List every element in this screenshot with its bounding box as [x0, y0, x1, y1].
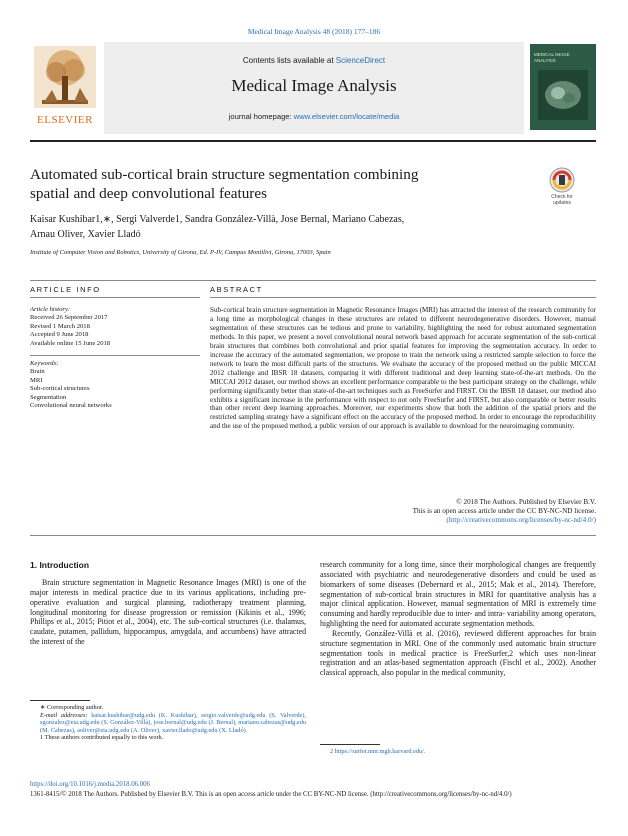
abstract-divider [210, 297, 596, 298]
homepage-line [104, 112, 524, 121]
article-info-heading: ARTICLE INFO [30, 285, 101, 294]
section-divider [30, 280, 596, 281]
paper-title-line: spatial and deep convolutional features [30, 185, 268, 202]
cover-title: MEDICAL IMAGE ANALYSIS [534, 52, 570, 63]
journal-reference [0, 27, 628, 36]
elsevier-tree-icon [34, 46, 96, 108]
freesurfer-footnote-link[interactable]: 2 https://surfer.nmr.mgh.harvard.edu/. [330, 748, 426, 755]
footnote-divider [320, 744, 380, 745]
contents-line [104, 56, 524, 65]
article-info-divider [30, 297, 200, 298]
homepage-prefix: journal homepage: [228, 112, 294, 121]
introduction-heading: 1. Introduction [30, 560, 90, 570]
keyword-item: Brain [30, 368, 45, 376]
keyword-item: Sub-cortical structures [30, 385, 90, 393]
footnotes-left [30, 704, 306, 742]
license-line: This is an open access article under the CC BY-NC-ND license. [412, 507, 596, 516]
history-item: Revised 1 March 2018 [30, 322, 90, 330]
issn-line: 1361-8415/© 2018 The Authors. Published by Elsevier B.V. This is an open access article under the CC BY-NC-ND license. (http://creativecommons.org/licenses/by-nc-nd/4.0/) [30, 791, 512, 798]
abstract-heading: ABSTRACT [210, 285, 263, 294]
license-link[interactable]: (http://creativecommons.org/licenses/by-nc-nd/4.0/) [446, 516, 596, 525]
footnote-divider [30, 700, 90, 701]
contents-prefix: Contents lists available at [242, 56, 336, 65]
history-item: Accepted 9 June 2018 [30, 331, 89, 339]
keywords-divider [30, 355, 200, 356]
copyright-line: © 2018 The Authors. Published by Elsevier B.V. [456, 498, 596, 506]
check-for-updates-badge[interactable] [543, 166, 581, 210]
email-addresses-label: E-mail addresses: [40, 711, 88, 719]
paper-title-line: Automated sub-cortical brain structure segmentation combining [30, 166, 419, 183]
equal-contribution-note: 1 These authors contributed equally to this work. [40, 734, 164, 742]
email-addresses [30, 712, 306, 735]
homepage-link[interactable]: www.elsevier.com/locate/media [293, 112, 400, 121]
publisher-name: ELSEVIER [37, 114, 93, 126]
check-for-updates-icon [543, 166, 581, 194]
journal-reference-link[interactable]: Medical Image Analysis 48 (2018) 177–186 [247, 27, 381, 36]
introduction-paragraph: Brain structure segmentation in Magnetic Resonance Images (MRI) is one of the major interests in medical practice due to its various applications, including pre-operative evaluation and surgical planning, radiotherapy treatment planning, longitudinal monitoring for disease progression or remission (Kikinis et al., 1996; Phillips et al., 2015; Pitiot et al., 2004), etc. The sub-cortical structures (i.e. thalamus, caudate, putamen, pallidum, hippocampus, amygdala, and accumbens) have attracted the interest of the [30, 578, 306, 647]
cover-brain-icon [538, 70, 588, 120]
author-line: Kaisar Kushibar1,∗, Sergi Valverde1, Sandra González-Villà, Jose Bernal, Mariano Cabezas, [30, 214, 405, 225]
affiliation: Institute of Computer Vision and Robotics, University of Girona, Ed. P-IV, Campus Montilivi, Girona, 17003, Spain [30, 249, 331, 256]
history-item: Received 26 September 2017 [30, 314, 108, 322]
email-addresses-links[interactable]: kaisar.kushibar@udg.edu (K. Kushibar), sergio.valverde@udg.edu (S. Valverde), sgonzalez@eia.udg.edu (S. González-Villà), jose.bernal@udg.edu (J. Bernal), mariano.cabezas@udg.edu (M. Cabezas), aoliver@eia.udg.edu (A. Oliver), xavier.llado@udg.edu (X. Lladó). [40, 711, 306, 734]
introduction-paragraph: Recently, González-Villà et al. (2016), reviewed different approaches for brain structure segmentation in MRI. One of the commonly used automatic brain structure segmentation tools in medical practice is FreeSurfer,2 which uses non-linear registration and an atlas-based segmentation approach (Fischl et al., 2002). Another classical approach, also popular in the medical community, [320, 628, 596, 678]
paper-title [30, 165, 510, 203]
article-history [30, 306, 200, 348]
journal-cover-image[interactable] [530, 44, 596, 130]
footnotes-right [320, 748, 596, 756]
doi-link[interactable]: https://doi.org/10.1016/j.media.2018.06.006 [30, 781, 150, 788]
keywords [30, 360, 200, 410]
header-divider [30, 140, 596, 142]
keyword-item: MRI [30, 376, 43, 384]
elsevier-logo[interactable] [30, 44, 100, 132]
introduction-paragraph: research community for a long time, since their morphological changes are frequently associated with psychiatric and neurodegenerative disorders and could be used as biomarkers of some diseases (Debernard et al., 2015; Mak et al., 2014). Therefore, segmentation of sub-cortical brain structures in MRI for quantitative analysis has a major clinical application. However, manual segmentation of MRI is extremely time consuming and hardly reproducible due to inter- and intra- variability among operators, highlighting the need for automated accurate segmentation methods. [320, 560, 596, 629]
article-history-label: Article history: [30, 306, 71, 313]
journal-title: Medical Image Analysis [231, 76, 397, 95]
sciencedirect-link[interactable]: ScienceDirect [335, 56, 386, 65]
introduction-left-text [30, 578, 306, 647]
history-item: Available online 15 June 2018 [30, 339, 111, 347]
author-line: Arnau Oliver, Xavier Lladó [30, 229, 141, 240]
abstract-copyright [210, 498, 596, 526]
author-list [30, 212, 550, 242]
abstract-bottom-divider [30, 535, 596, 536]
keyword-item: Segmentation [30, 393, 67, 401]
abstract-text: Sub-cortical brain structure segmentation in Magnetic Resonance Images (MRI) has attracted the interest of the research community for a long time as morphological changes in these structures are related to different neurodegenerative disorders. However, manual segmentation of these structures can be tedious and prone to variability, highlighting the need for robust automated segmentation methods. In this paper, we present a novel convolutional neural network based approach for accurate segmentation of the sub-cortical brain structures that combines both convolutional and prior spatial features for improving the segmentation accuracy. In order to increase the accuracy of the automated segmentation, we propose to train the network using a restricted sample selection to force the network to learn the most difficult parts of the structures. We evaluate the accuracy of the proposed method on the public MICCAI 2012 challenge and IBSR 18 datasets, comparing it with different traditional and deep learning state-of-the-art methods. On the MICCAI 2012 dataset, our method shows an excellent performance comparable to the best participant strategy on the challenge, while performing significantly better than state-of-the-art techniques such as FreeSurfer and FIRST. On the IBSR 18 dataset, our method also exhibits a significant increase in the performance with respect to not only FreeSurfer and FIRST, but also comparable or better results than other recent deep learning approaches. Moreover, our experiments show that both the addition of the spatial priors and the restricted sampling strategy have a significant effect on the accuracy of the proposed method. In order to encourage the reproducibility and the use of the proposed method, a public version of our approach is available to download for the neuroimaging community. [210, 306, 596, 431]
keywords-label: Keywords: [30, 360, 59, 367]
introduction-right-text [320, 560, 596, 678]
corresponding-author-note: ∗ Corresponding author. [40, 704, 104, 711]
check-for-updates-label: Check for updates [551, 194, 573, 206]
keyword-item: Convolutional neural networks [30, 402, 112, 410]
